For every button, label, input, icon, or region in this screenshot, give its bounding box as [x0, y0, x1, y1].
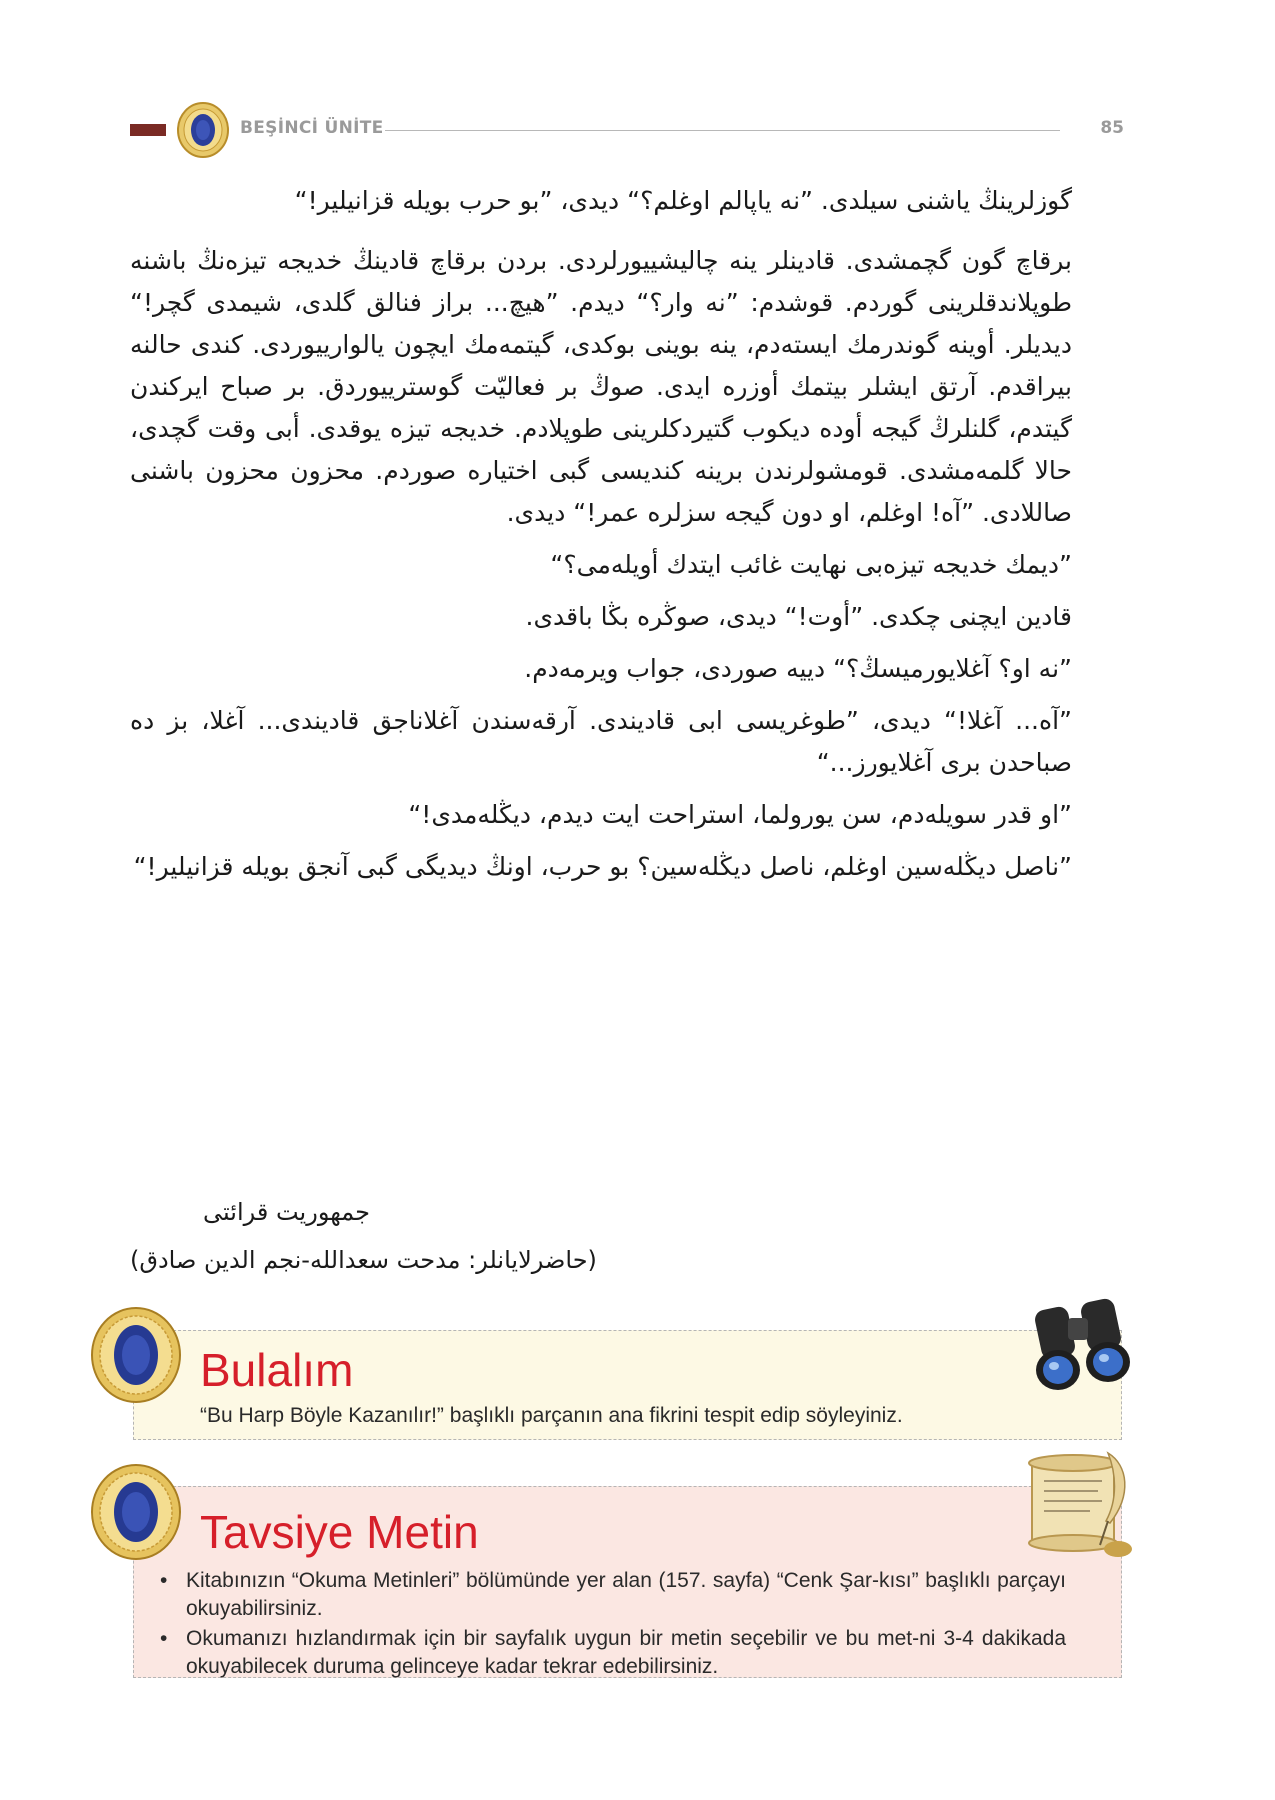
header-accent-bar: [130, 124, 166, 136]
recommendation-item: • Okumanızı hızlandırmak için bir sayfalık uygun bir metin seçebilir ve bu met-ni 3-4 dakikada okuyabilecek duruma gelinceye kadar tekrar edebilirsiniz.: [154, 1625, 1066, 1681]
bulalim-text: “Bu Harp Böyle Kazanılır!” başlıklı parçanın ana fikrini tespit edip söyleyiniz.: [200, 1404, 903, 1427]
paragraph: ”آه... آغلا!“ دیدی، ”طوغریسی ابی قادیندی. آرقه‌سندن آغلاناجق قادیندی... آغلا، بز ده صباحدن بری آغلایورز...“: [130, 706, 1072, 777]
bulalim-box: [133, 1330, 1122, 1440]
paragraph: ”او قدر سویله‌دم، سن یورولما، استراحت ایت دیدم، دیڭله‌مدی!“: [408, 800, 1072, 829]
header-divider: [385, 130, 1060, 131]
paragraph: ”ناصل دیڭله‌سین اوغلم، ناصل دیڭله‌سین؟ بو حرب، اونڭ دیدیگی گبی آنجق بویله قزانیلیر!“: [133, 852, 1072, 881]
ornament-medallion-icon: [176, 102, 230, 158]
paragraph: ”نه او؟ آغلایورمیسڭ؟“ دییه صوردی، جواب ویرمه‌دم.: [524, 654, 1072, 683]
tavsiye-title: Tavsiye Metin: [200, 1506, 479, 1558]
paragraph: ”دیمك خدیجه تیزه‌بی نهایت غائب ایتدك أویله‌می؟“: [550, 550, 1072, 579]
bulalim-title: Bulalım: [200, 1344, 354, 1396]
ornament-medallion-icon: [88, 1462, 184, 1562]
paragraph: برقاچ گون گچمشدی. قادینلر ینه چالیشییورلردی. بردن برقاچ قادینڭ خدیجه تیزه‌نڭ باشنه طوپلاندقلرینی گوردم. قوشدم: ”نه وار؟“ دیدم. ”هیچ... براز فنالق گلدی، شیمدی گچر!“ دیدیلر. أوینه گوندرمك ایسته‌دم، ینه بوینی بوكدی، گیتمه‌مك ایچون یالوارییوردی. كندی حالنه بیراقدم. آرتق ایشلر بیتمك أوزره ایدی. صوڭ بر فعالیّت گوسترییوردق. بر صباح ایركندن گیتدم، گلنلرڭ گیجه أوده دیكوب گتیردكلرینی طوپلادم. خدیجه تیزه یوقدی. أبی وقت گچدی، حالا گلمه‌مشدی. قومشولرندن برینه كندیسی گبی اختیاره صوردم. محزون محزون باشنی صاللادی. ”آه! اوغلم، او دون گیجه سزلره عمر!“ دیدی.: [130, 246, 1072, 527]
page-number: 85: [1100, 118, 1124, 138]
recommendation-item: • Kitabınızın “Okuma Metinleri” bölümünde yer alan (157. sayfa) “Cenk Şar-kısı” başlıklı parçayı okuyabilirsiniz.: [154, 1567, 1066, 1623]
paragraph: قادین ایچنی چكدی. ”أوت!“ دیدی، صوڭره بڭا باقدی.: [525, 602, 1072, 631]
story-text: [130, 180, 1120, 898]
paragraph: گوزلرینڭ یاشنی سیلدی. ”نه یاپالم اوغلم؟“ دیدی، ”بو حرب بویله قزانیلیر!“: [294, 186, 1072, 215]
tavsiye-box: [133, 1486, 1122, 1678]
binoculars-icon: [1020, 1290, 1142, 1400]
page-header: [130, 110, 1130, 150]
source-credit: (حاضرلایانلر: مدحت سعدالله-نجم الدین صادق): [130, 1246, 597, 1274]
scroll-quill-icon: [1010, 1445, 1142, 1565]
signature: جمهوریت قرائتی: [203, 1198, 370, 1226]
ornament-medallion-icon: [88, 1305, 184, 1405]
unit-title: BEŞİNCİ ÜNİTE: [240, 118, 384, 138]
